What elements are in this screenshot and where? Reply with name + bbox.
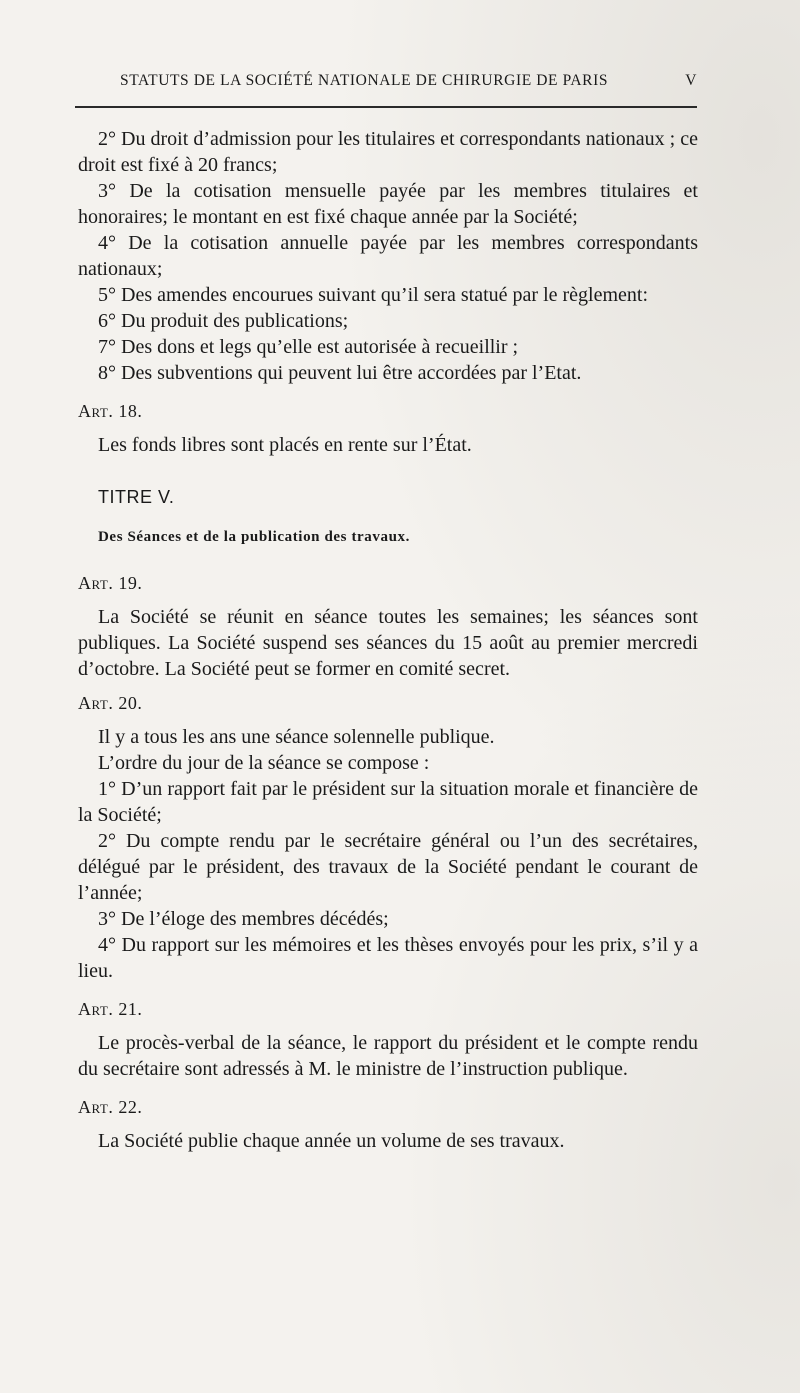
running-header-title: STATUTS DE LA SOCIÉTÉ NATIONALE DE CHIRURGIE DE PARIS bbox=[120, 72, 609, 89]
list-item: 4° Du rapport sur les mémoires et les thèses envoyés pour les prix, s’il y a lieu. bbox=[78, 934, 698, 982]
article-heading-21: Art. 21. bbox=[78, 999, 143, 1019]
list-item: 4° De la cotisation annuelle payée par les membres correspondants nationaux; bbox=[78, 232, 698, 280]
article-20-paragraph: Il y a tous les ans une séance solennelle publique. bbox=[98, 726, 495, 748]
list-item: 1° D’un rapport fait par le président sur la situation morale et financière de la Société; bbox=[78, 778, 698, 826]
list-item: 3° De la cotisation mensuelle payée par les membres titulaires et honoraires; le montant en est fixé chaque année par la Société; bbox=[78, 180, 698, 228]
article-20-paragraph: L’ordre du jour de la séance se compose : bbox=[98, 752, 430, 774]
article-21-text: Le procès-verbal de la séance, le rapport du président et le compte rendu du secrétaire sont adressés à M. le ministre de l’instruction publique. bbox=[78, 1032, 698, 1080]
list-item: 8° Des subventions qui peuvent lui être accordées par l’Etat. bbox=[98, 362, 582, 384]
article-heading-20: Art. 20. bbox=[78, 693, 143, 713]
page-number: V bbox=[685, 72, 697, 89]
list-item: 5° Des amendes encourues suivant qu’il sera statué par le règlement: bbox=[98, 284, 649, 306]
list-item: 3° De l’éloge des membres décédés; bbox=[98, 908, 389, 930]
section-title: TITRE V. bbox=[98, 487, 175, 507]
list-item: 6° Du produit des publications; bbox=[98, 310, 349, 332]
article-22-text: La Société publie chaque année un volume de ses travaux. bbox=[98, 1130, 565, 1152]
page-body bbox=[78, 126, 698, 1154]
list-item: 2° Du droit d’admission pour les titulaires et correspondants nationaux ; ce droit est fixé à 20 francs; bbox=[78, 128, 698, 176]
article-heading-19: Art. 19. bbox=[78, 573, 143, 593]
section-subtitle: Des Séances et de la publication des travaux. bbox=[98, 529, 410, 545]
article-heading-22: Art. 22. bbox=[78, 1097, 143, 1117]
article-18-text: Les fonds libres sont placés en rente sur l’État. bbox=[98, 434, 472, 456]
header-rule bbox=[75, 106, 697, 108]
article-19-text: La Société se réunit en séance toutes les semaines; les séances sont publiques. La Société suspend ses séances du 15 août au premier mercredi d’octobre. La Société peut se former en comité secret. bbox=[78, 606, 698, 680]
list-item: 7° Des dons et legs qu’elle est autorisée à recueillir ; bbox=[98, 336, 519, 358]
article-heading-18: Art. 18. bbox=[78, 401, 143, 421]
list-item: 2° Du compte rendu par le secrétaire général ou l’un des secrétaires, délégué par le président, des travaux de la Société pendant le courant de l’année; bbox=[78, 830, 698, 904]
running-header bbox=[80, 72, 697, 96]
